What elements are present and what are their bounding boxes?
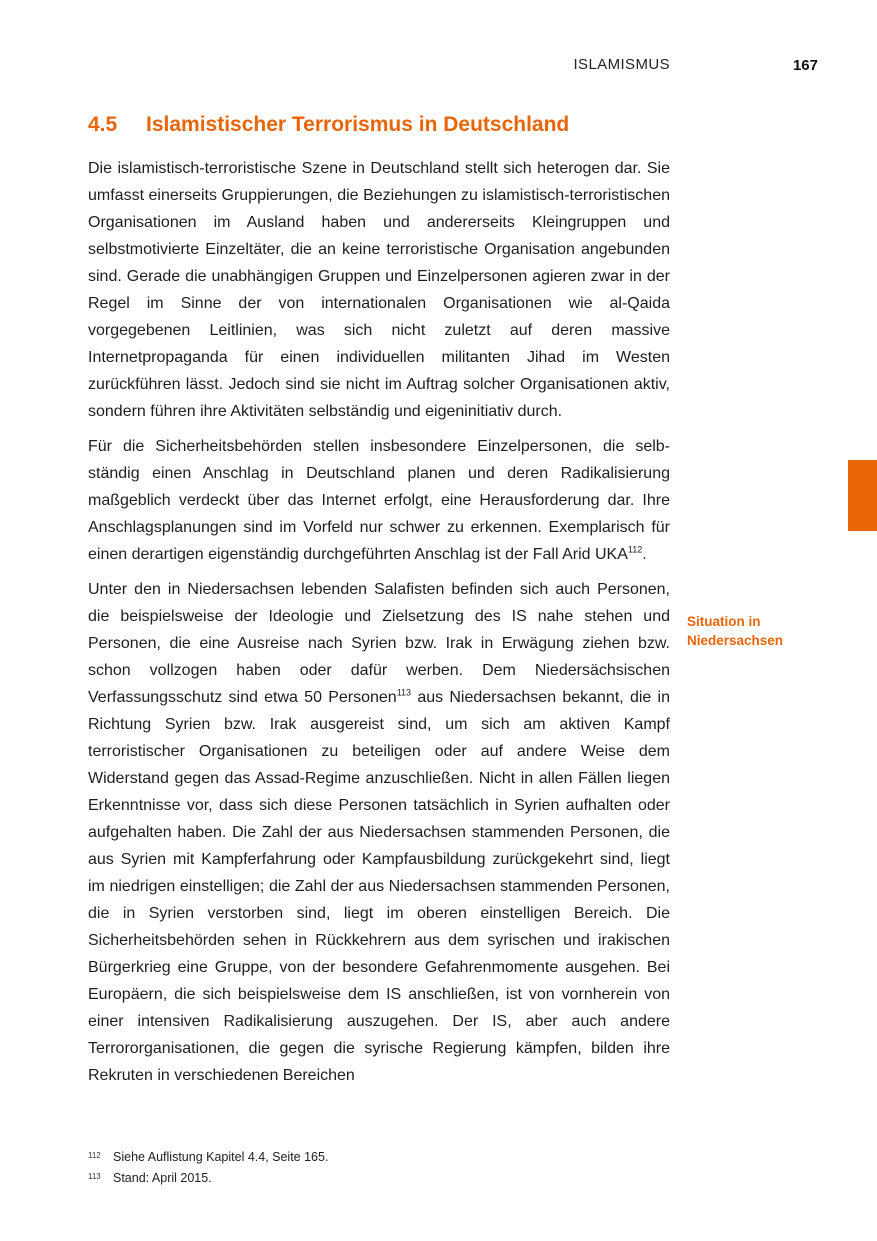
paragraph-3 [88,576,670,1089]
paragraph-2-end: . [642,546,647,563]
footnotes [88,1150,670,1192]
footnote-ref-113: 113 [396,687,412,698]
section-number: 4.5 [88,113,118,136]
paragraph-1: Die islamistisch-terroristische Szene in Deutschland stellt sich heterogen dar. Sie umfasst einerseits Gruppierungen, die Beziehungen zu islamistisch-terroristischen Organisationen im Ausland haben und andererseits Kleingruppen und selbstmotivierte Einzeltäter, die an keine terroristische Organisation angebunden sind. Gerade die unabhängigen Gruppen und Einzelpersonen agieren zwar in der Regel im Sinne der von internationalen Organisationen wie al-Qaida vorgegebenen Leitlinien, was sich nicht zuletzt auf deren massive Internetpropaganda für einen individuellen militanten Jihad im Westen zurückführen lässt. Jedoch sind sie nicht im Auftrag solcher Organisationen aktiv, sondern führen ihre Aktivitäten selbständig und eigeninitiativ durch. [88,160,670,420]
chapter-tab-marker [848,460,877,531]
paragraph-3-text-b: aus Niedersachsen bekannt, die in Richtung Syrien bzw. Irak ausgereist sind, um sich am aktiven Kampf terroristischer Organisationen zu beteiligen oder auf andere Weise dem Widerstand gegen das Assad-Regime anzuschließen. Nicht in allen Fällen liegen Erkenntnisse vor, dass sich diese Personen tatsächlich in Syrien aufhalten oder aufgehalten haben. Die Zahl der aus Niedersachsen stammenden Personen, die aus Syrien mit Kampferfahrung oder Kampfausbildung zurückgekehrt sind, liegt im niedrigen einstelligen; die Zahl der aus Niedersachsen stammenden Personen, die in Syrien verstorben sind, liegt im oberen einstelligen Bereich. Die Sicherheitsbehörden sehen in Rückkehrern aus dem syrischen und irakischen Bürgerkrieg eine Gruppe, von der besondere Gefahrenmomente ausgehen. Bei Europäern, die sich beispielsweise dem IS anschließen, ist von vornherein von einer intensiven Radikalisierung auszugehen. Der IS, aber auch andere Terrororganisationen, die gegen die syrische Regierung kämpfen, bilden ihre Rekruten in verschiedenen Bereichen [88,689,671,1084]
paragraph-3-text-a: Unter den in Niedersachsen lebenden Salafisten befinden sich auch Personen, die beispielsweise der Ideologie und Zielsetzung des IS nahe stehen und Personen, die eine Ausreise nach Syrien bzw. Irak in Erwägung ziehen bzw. schon vollzogen haben oder dafür werben. Dem Niedersächsischen Verfassungsschutz sind etwa 50 Personen [88,581,670,706]
footnote-113 [88,1171,670,1192]
footnote-text: Siehe Auflistung Kapitel 4.4, Seite 165. [113,1150,329,1164]
footnote-text: Stand: April 2015. [113,1171,212,1185]
section-heading [88,113,688,137]
paragraph-2-text: Für die Sicherheitsbehörden stellen insbesondere Einzelpersonen, die selbständig einen Anschlag in Deutschland planen und deren Radikalisierung maßgeblich verdeckt über das Internet erfolgt, eine Herausforderung dar. Ihre Anschlagsplanungen sind im Vorfeld nur schwer zu erkennen. Exemplarisch für einen derartigen eigenständig durchgeführten Anschlag ist der Fall Arid UKA [88,438,670,563]
margin-note-line-1: Situation in [687,614,761,629]
margin-note [687,612,837,650]
footnote-ref-112: 112 [627,544,643,555]
footnote-number: 112 [88,1151,101,1160]
section-title: Islamistischer Terrorismus in Deutschland [146,113,570,136]
footnote-number: 113 [88,1172,101,1181]
paragraph-2 [88,433,670,568]
running-header-title: ISLAMISMUS [573,56,670,73]
body-text [88,155,670,1097]
margin-note-line-2: Niedersachsen [687,633,784,648]
page-number: 167 [792,57,818,74]
footnote-112 [88,1150,670,1171]
